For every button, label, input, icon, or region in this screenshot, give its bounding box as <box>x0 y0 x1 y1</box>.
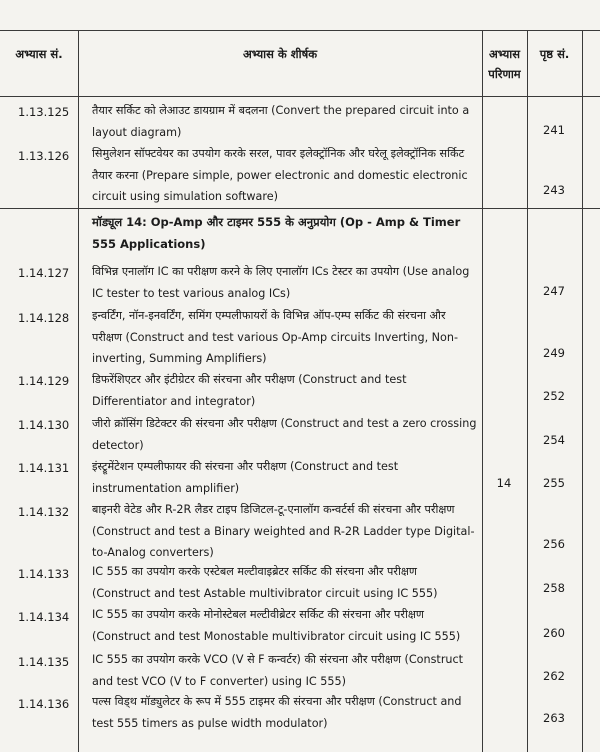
column-divider-4 <box>582 30 583 752</box>
header-title: अभ्यास के शीर्षक <box>242 47 318 61</box>
exercise-title: पल्स विड्थ मॉड्युलेटर के रूप में 555 टाइमर की संरचना और परीक्षण (Construct and test 555 timers as pulse width modulator) <box>92 695 462 730</box>
header-bottom-border <box>0 96 600 97</box>
exercise-number: 1.14.134 <box>18 610 70 624</box>
exercise-number: 1.14.132 <box>18 505 70 519</box>
page-number: 247 <box>543 284 565 298</box>
page-number: 241 <box>543 123 565 137</box>
exercise-number: 1.13.125 <box>18 105 70 119</box>
exercise-title: इंस्ट्रूमेंटेशन एम्पलीफायर की संरचना और परीक्षण (Construct and test instrumentation amplifier) <box>92 460 399 495</box>
page-number: 258 <box>543 581 565 595</box>
column-divider-2 <box>482 30 483 752</box>
exercise-title: विभिन्न एनालॉग IC का परीक्षण करने के लिए एनालॉग ICs टेस्टर का उपयोग (Use analog IC tester to test various analog ICs) <box>92 265 470 300</box>
exercise-title: इन्वर्टिंग, नॉन-इनवर्टिंग, समिंग एम्पलीफायरों के विभिन्न ऑप-एम्प सर्किट की संरचना और परीक्षण (Construct and test various Op-Amp circuits Inverting, Non-inverting, Summing Amplifiers) <box>92 309 459 365</box>
module-heading: मॉड्यूल 14: Op-Amp और टाइमर 555 के अनुप्रयोग (Op - Amp & Timer 555 Applications) <box>92 215 461 251</box>
exercise-title: IC 555 का उपयोग करके एस्टेबल मल्टीवाइब्रेटर सर्किट की संरचना और परीक्षण (Construct and test Astable multivibrator circuit using IC 555) <box>92 565 438 600</box>
exercise-title: IC 555 का उपयोग करके मोनोस्टेबल मल्टीवीब्रेटर सर्किट की संरचना और परीक्षण (Construct and test Monostable multivibrator circuit using IC 555) <box>92 608 461 643</box>
exercise-number: 1.14.128 <box>18 311 70 325</box>
page-number: 256 <box>543 537 565 551</box>
exercise-number: 1.14.131 <box>18 461 70 475</box>
exercise-title: बाइनरी वेटेड और R-2R लैडर टाइप डिजिटल-टू-एनालॉग कन्वर्टर्स की संरचना और परीक्षण (Construct and test a Binary weighted and R-2R Ladder type Digital- to-Analog converters) <box>92 503 475 559</box>
header-result-line2: परिणाम <box>488 67 521 81</box>
table-top-border <box>0 30 600 31</box>
page-number: 262 <box>543 669 565 683</box>
exercise-number: 1.14.129 <box>18 374 70 388</box>
exercise-title: IC 555 का उपयोग करके VCO (V से F कन्वर्टर) की संरचना और परीक्षण (Construct and test VCO (V to F converter) using IC 555) <box>92 653 464 688</box>
page-number: 254 <box>543 433 565 447</box>
header-number: अभ्यास सं. <box>15 47 63 61</box>
page-number: 263 <box>543 711 565 725</box>
page-number: 249 <box>543 346 565 360</box>
exercise-title: जीरो क्रॉसिंग डिटेक्टर की संरचना और परीक्षण (Construct and test a zero crossing detector) <box>92 417 477 452</box>
exercise-number: 1.14.127 <box>18 266 70 280</box>
exercise-number: 1.14.130 <box>18 418 70 432</box>
module-divider <box>0 208 600 209</box>
exercise-title: डिफरेंशिएटर और इंटीग्रेटर की संरचना और परीक्षण (Construct and test Differentiator and integrator) <box>92 373 407 408</box>
page-number: 260 <box>543 626 565 640</box>
page-number: 243 <box>543 183 565 197</box>
exercise-number: 1.14.133 <box>18 567 70 581</box>
column-divider-3 <box>527 30 528 752</box>
exercise-title: तैयार सर्किट को लेआउट डायग्राम में बदलना (Convert the prepared circuit into a layout diagram) <box>92 104 470 139</box>
header-page: पृष्ठ सं. <box>539 47 570 61</box>
page-number: 252 <box>543 389 565 403</box>
exercise-title: सिमुलेशन सॉफ्टवेयर का उपयोग करके सरल, पावर इलेक्ट्रॉनिक और घरेलू इलेक्ट्रॉनिक सर्किट तैयार करना (Prepare simple, power electronic and domestic electronic circuit using simulation software) <box>92 147 468 203</box>
page-number: 255 <box>543 476 565 490</box>
exercise-number: 1.13.126 <box>18 149 70 163</box>
column-divider-1 <box>78 30 79 752</box>
exercise-number: 1.14.135 <box>18 655 70 669</box>
exercise-number: 1.14.136 <box>18 697 70 711</box>
module-result-value: 14 <box>496 476 512 490</box>
header-result-line1: अभ्यास <box>489 47 520 61</box>
